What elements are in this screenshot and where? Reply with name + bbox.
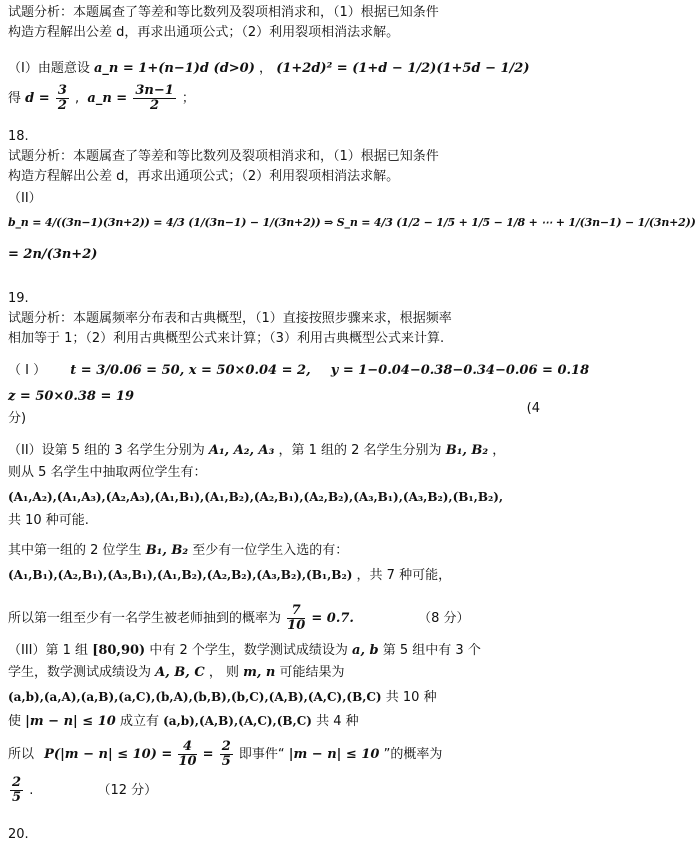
- q19-probability-line: 所以第一组至少有一名学生被老师抽到的概率为 $\frac{7}{10}$ = 0.7. （8 分）: [8, 603, 470, 633]
- q19-count-mn: 共 10 种: [385, 690, 437, 705]
- q18-analysis-line1: 试题分析：本题属查了等差和等比数列及裂项相消求和，（1）根据已知条件: [8, 149, 439, 164]
- q19-p-fraction2: $\frac{2}{5}$: [221, 739, 231, 769]
- q19-condition: |m − n| ≤ 10: [25, 714, 116, 729]
- q19-part2-line1: （II）设第 5 组的 3 名学生分别为 A₁, A₂, A₃ ，第 1 组的 2 名学生分别为 B₁, B₂ ，: [8, 443, 506, 458]
- q19-answer-line: $\frac{2}{5}$ . （12 分）: [12, 775, 158, 805]
- q19-part2-line2: 则从 5 名学生中抽取两位学生有：: [8, 465, 207, 480]
- q19-score12: （12 分）: [97, 783, 158, 798]
- q17-de: 得: [8, 91, 22, 106]
- q19-score-4b: 分): [8, 411, 27, 426]
- q19-count7: ，共 7 种可能，: [356, 568, 452, 583]
- q17-d-fraction: $\frac{3}{2}$: [57, 83, 67, 113]
- q19-eq-y: y = 1−0.04−0.38−0.34−0.06 = 0.18: [330, 363, 590, 378]
- q17-part1-line: [8, 60, 529, 78]
- q18-sn-result: = 2n/(3n+2): [8, 247, 98, 262]
- q17-semicolon: ；: [181, 91, 195, 106]
- q19-mn-pairs-line: [8, 688, 437, 707]
- q17-an-definition: a_n = 1+(n−1)d (d>0): [93, 61, 255, 76]
- q19-p-fraction: $\frac{4}{10}$: [178, 739, 197, 769]
- q19-final-fraction: $\frac{2}{5}$: [12, 775, 22, 805]
- q19-prob-fraction: $\frac{7}{10}$: [287, 603, 306, 633]
- q19-ab: a, b: [352, 643, 379, 658]
- q17-part1-label: （I）由题意设: [8, 61, 90, 76]
- q18-number: 18.: [8, 129, 29, 144]
- q17-an-eq: a_n =: [87, 91, 128, 106]
- q19-analysis-line1: 试题分析：本题属频率分布表和古典概型，（1）直接按照步骤来求，根据频率: [8, 311, 452, 326]
- q19-prob-value: = 0.7.: [311, 611, 354, 626]
- q17-analysis-line2: 构造方程解出公差 d，再求出通项公式；（2）利用裂项相消法求解。: [8, 25, 400, 40]
- q19-condition-line: 使 |m − n| ≤ 10 成立有 (a,b),(A,B),(A,C),(B,C) 共 4 种: [8, 714, 359, 729]
- q19-part1-label: （ I ）: [8, 363, 47, 378]
- q19-part3-line2: 学生，数学测试成绩设为 A, B, C ， 则 m, n 可能结果为: [8, 665, 345, 680]
- q19-among-line: 其中第一组的 2 位学生 B₁, B₂ 至少有一位学生入选的有：: [8, 543, 349, 558]
- q19-part1-line: [8, 362, 589, 380]
- q19-mn: m, n: [243, 665, 276, 680]
- q19-part3-line1: （III）第 1 组 [80,90) 中有 2 个学生，数学测试成绩设为 a, b 第 5 组中有 3 个: [8, 643, 481, 658]
- q17-result-line: 得 d = $\frac{3}{2}$ , a_n = $\frac{3n-1}{2}$ ；: [8, 83, 195, 113]
- q19-count10: 共 10 种可能.: [8, 513, 89, 528]
- q19-score8: （8 分）: [418, 611, 470, 626]
- q19-analysis-line2: 相加等于 1；（2）利用古典概型公式来计算；（3）利用古典概型公式来计算.: [8, 331, 445, 346]
- q19-a-set: A₁, A₂, A₃: [208, 443, 275, 458]
- q19-b-set2: B₁, B₂: [145, 543, 189, 558]
- q19-final-line: 所以 P(|m − n| ≤ 10) = $\frac{4}{10}$ = $\frac{2}{5}$ 即事件“ |m − n| ≤ 10 ”的概率为: [8, 739, 443, 769]
- q18-bn-formula: b_n = 4/((3n−1)(3n+2)) = 4/3 (1/(3n−1) − 1/(3n+2)) ⇒ S_n = 4/3 (1/2 − 1/5 + 1/5 − 1/8 + ⋯ + 1/(3n−1) − 1/(3n+2)): [8, 216, 696, 229]
- q17-comma: ，: [259, 61, 273, 76]
- q19-p-expr: P(|m − n| ≤ 10) =: [44, 747, 173, 762]
- q19-interval: [80,90): [92, 643, 146, 658]
- q19-abc: A, B, C: [155, 665, 205, 680]
- q19-ok-pairs: (a,b),(A,B),(A,C),(B,C): [163, 714, 312, 728]
- q19-number: 19.: [8, 291, 29, 306]
- q20-number: 20.: [8, 827, 29, 842]
- q17-analysis-line1: 试题分析：本题属查了等差和等比数列及裂项相消求和，（1）根据已知条件: [8, 5, 439, 20]
- q19-mn-pairs: (a,b),(a,A),(a,B),(a,C),(b,A),(b,B),(b,C),(A,B),(A,C),(B,C): [8, 690, 382, 704]
- q19-b-set: B₁, B₂: [445, 443, 489, 458]
- q19-all-pairs: (A₁,A₂),(A₁,A₃),(A₂,A₃),(A₁,B₁),(A₁,B₂),(A₂,B₁),(A₂,B₂),(A₃,B₁),(A₃,B₂),(B₁,B₂),: [8, 490, 504, 504]
- q17-geometric-equation: (1+2d)² = (1+d − 1/2)(1+5d − 1/2): [276, 61, 530, 76]
- q19-selected-line: [8, 566, 451, 585]
- q19-event-condition: |m − n| ≤ 10: [288, 747, 380, 762]
- q17-an-fraction: $\frac{3n-1}{2}$: [135, 83, 174, 113]
- q19-eq-z: z = 50×0.38 = 19: [8, 389, 135, 404]
- q19-eq-t-x: t = 3/0.06 = 50, x = 50×0.04 = 2,: [70, 363, 311, 378]
- q19-selected-pairs: (A₁,B₁),(A₂,B₁),(A₃,B₁),(A₁,B₂),(A₂,B₂),(A₃,B₂),(B₁,B₂): [8, 568, 353, 582]
- q19-score-4a: (4: [526, 401, 540, 416]
- q18-part2-label: （II）: [8, 191, 42, 206]
- q18-analysis-line2: 构造方程解出公差 d，再求出通项公式；（2）利用裂项相消法求解。: [8, 169, 400, 184]
- q17-d-eq: d =: [25, 91, 50, 106]
